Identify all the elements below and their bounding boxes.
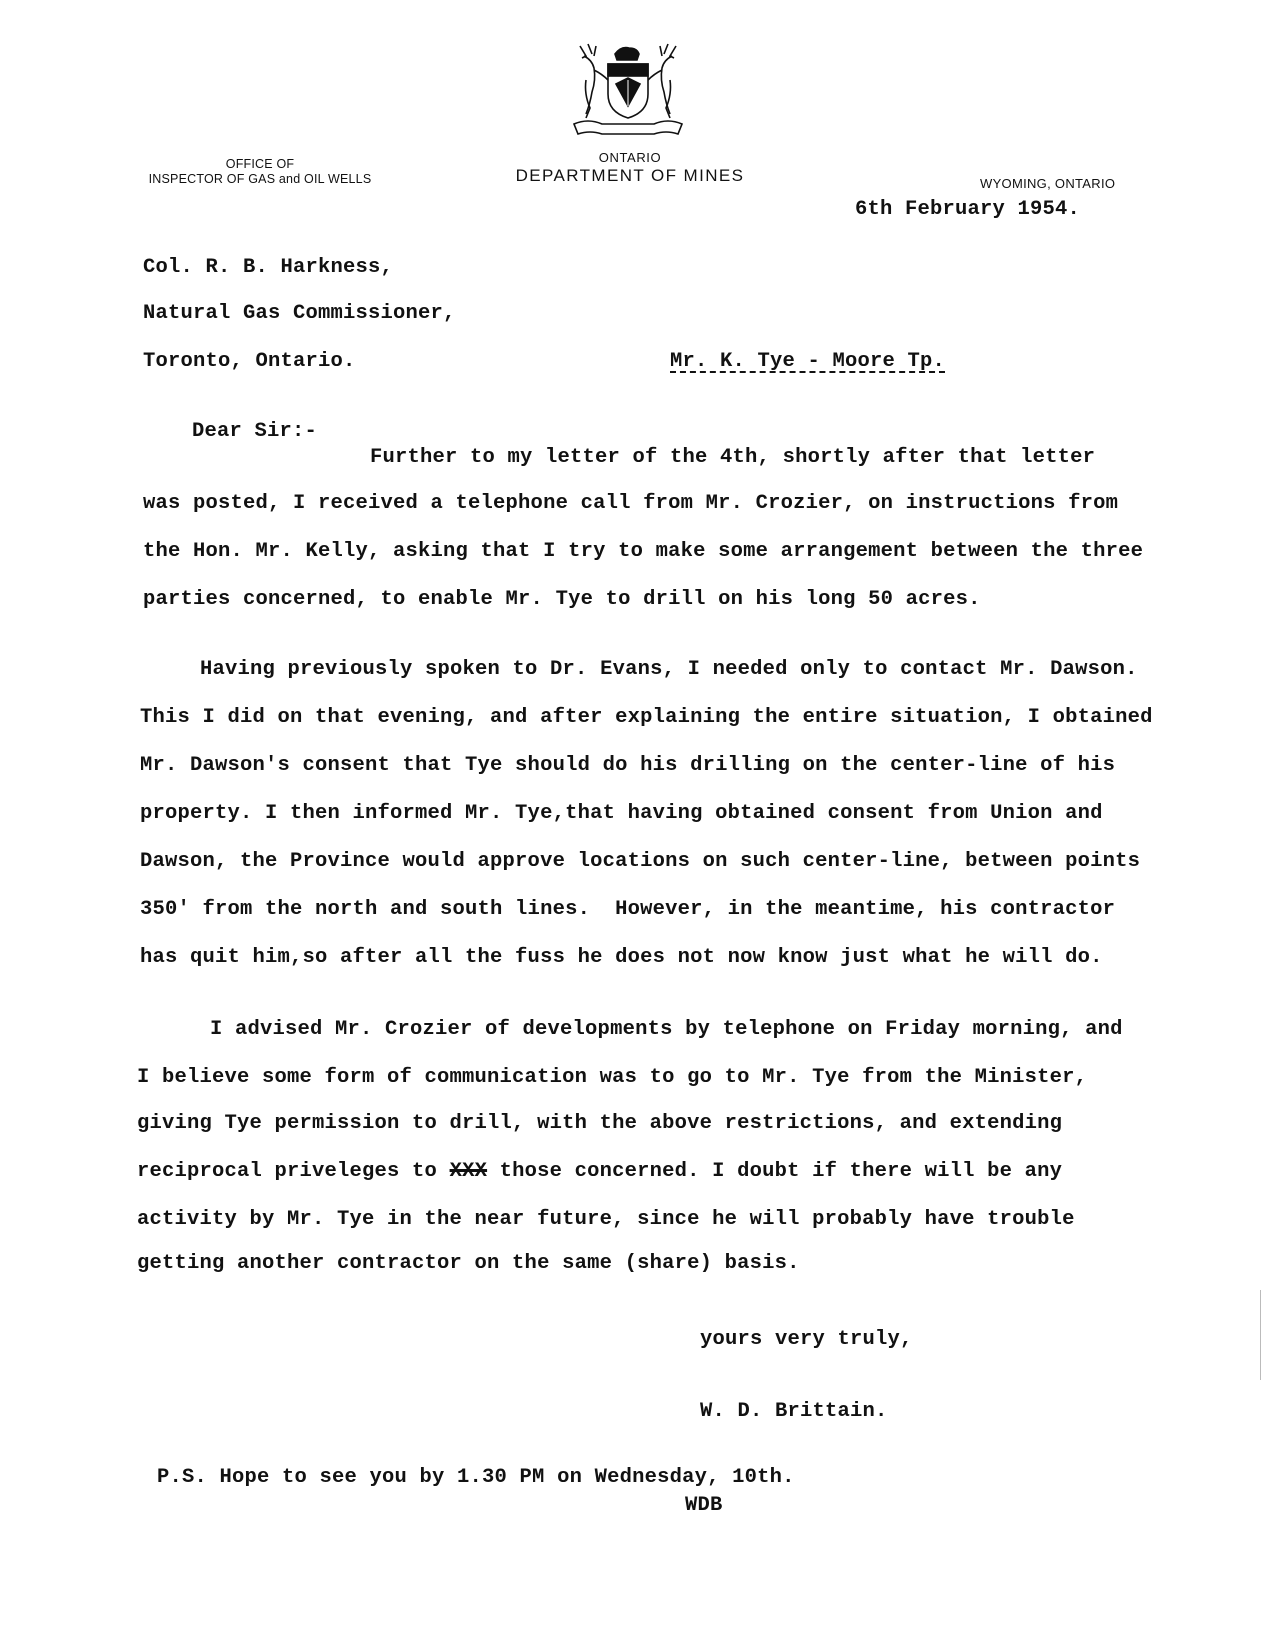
body-line: I advised Mr. Crozier of developments by telephone on Friday morning, and bbox=[210, 1018, 1123, 1041]
coat-of-arms-crest bbox=[568, 40, 688, 142]
salutation: Dear Sir:- bbox=[192, 420, 318, 443]
body-line: This I did on that evening, and after explaining the entire situation, I obtained bbox=[140, 706, 1153, 729]
body-text: reciprocal priveleges to bbox=[137, 1160, 450, 1183]
recipient-city: Toronto, Ontario. bbox=[143, 350, 356, 373]
body-line: was posted, I received a telephone call from Mr. Crozier, on instructions from bbox=[143, 492, 1119, 515]
body-line: I believe some form of communication was to go to Mr. Tye from the Minister, bbox=[137, 1066, 1088, 1089]
body-line: activity by Mr. Tye in the near future, since he will probably have trouble bbox=[137, 1208, 1075, 1231]
department-heading bbox=[480, 150, 780, 186]
body-line: 350' from the north and south lines. However, in the meantime, his contractor bbox=[140, 898, 1116, 921]
office-label bbox=[140, 157, 380, 187]
office-line-2: INSPECTOR OF GAS and OIL WELLS bbox=[148, 172, 372, 186]
body-text: those concerned. I doubt if there will be any bbox=[487, 1160, 1063, 1183]
recipient-title: Natural Gas Commissioner, bbox=[143, 302, 456, 325]
body-line: Dawson, the Province would approve locations on such center-line, between points bbox=[140, 850, 1141, 873]
body-line: Having previously spoken to Dr. Evans, I needed only to contact Mr. Dawson. bbox=[200, 658, 1138, 681]
margin-line bbox=[1260, 1290, 1261, 1380]
body-line: Further to my letter of the 4th, shortly after that letter bbox=[370, 446, 1096, 469]
body-line: has quit him,so after all the fuss he does not now know just what he will do. bbox=[140, 946, 1103, 969]
closing: yours very truly, bbox=[700, 1328, 913, 1351]
location-label: WYOMING, ONTARIO bbox=[980, 176, 1116, 191]
province-label: ONTARIO bbox=[598, 150, 662, 165]
body-line: the Hon. Mr. Kelly, asking that I try to make some arrangement between the three bbox=[143, 540, 1144, 563]
signature: W. D. Brittain. bbox=[700, 1400, 888, 1423]
office-line-1: OFFICE OF bbox=[225, 157, 295, 171]
body-line bbox=[137, 1160, 1062, 1183]
struck-out-text: XXX bbox=[449, 1160, 488, 1183]
body-line: parties concerned, to enable Mr. Tye to drill on his long 50 acres. bbox=[143, 588, 981, 611]
body-line: giving Tye permission to drill, with the above restrictions, and extending bbox=[137, 1112, 1063, 1135]
postscript: P.S. Hope to see you by 1.30 PM on Wednesday, 10th. bbox=[157, 1466, 795, 1489]
body-line: getting another contractor on the same (share) basis. bbox=[137, 1252, 800, 1275]
subject-line: Mr. K. Tye - Moore Tp. bbox=[670, 350, 946, 373]
initials: WDB bbox=[685, 1494, 723, 1517]
body-line: Mr. Dawson's consent that Tye should do his drilling on the center-line of his bbox=[140, 754, 1116, 777]
recipient-name: Col. R. B. Harkness, bbox=[143, 256, 394, 279]
letter-date: 6th February 1954. bbox=[855, 198, 1081, 221]
department-name: DEPARTMENT OF MINES bbox=[515, 166, 745, 185]
body-line: property. I then informed Mr. Tye,that having obtained consent from Union and bbox=[140, 802, 1103, 825]
